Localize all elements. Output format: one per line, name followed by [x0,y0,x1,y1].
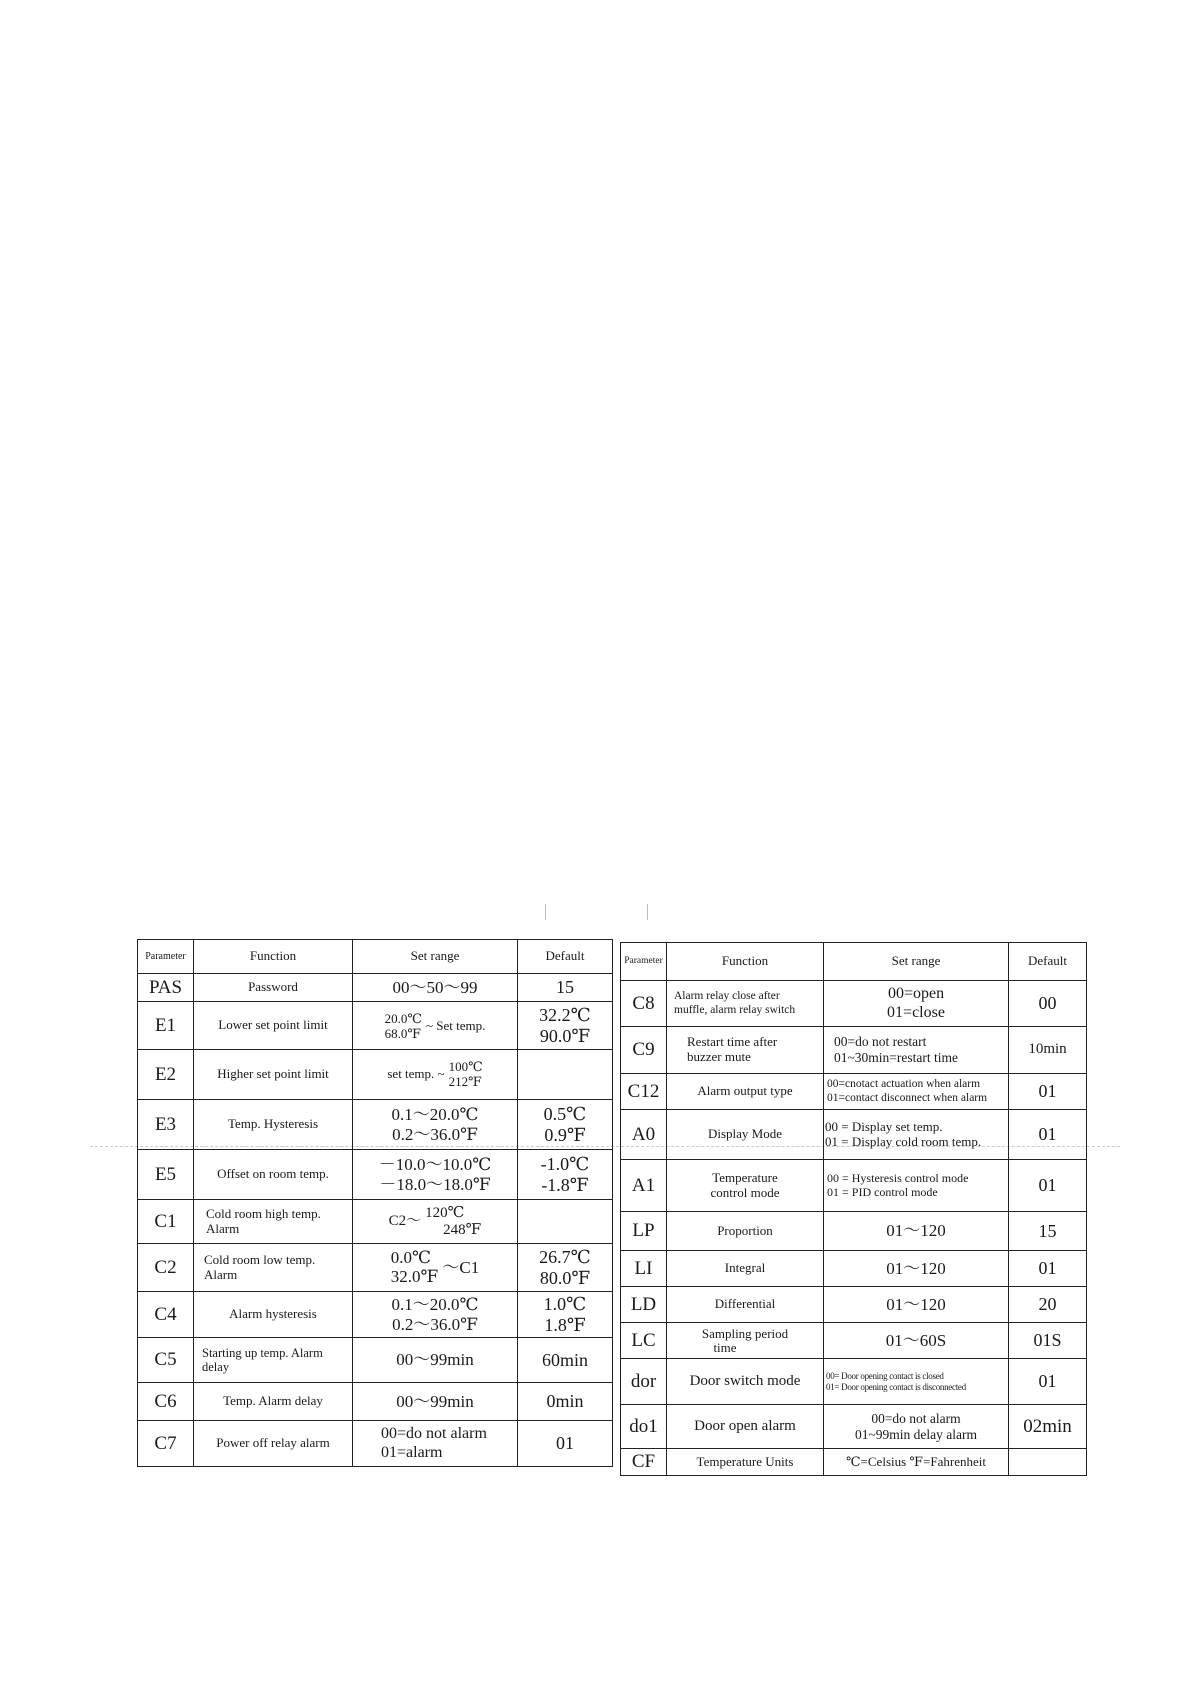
param-default [518,1244,613,1292]
table-row [621,1405,1087,1449]
param-range: 01～60S [824,1323,1009,1359]
param-default: 01S [1009,1323,1087,1359]
range-fahrenheit: 248℉ [443,1221,482,1238]
table-row [138,1338,613,1383]
range-line-2: 01~30min=restart time [834,1050,959,1065]
param-default [1009,1449,1087,1476]
param-default: 0min [518,1383,613,1421]
default-fahrenheit: 0.9℉ [544,1124,586,1145]
param-default: 00 [1009,981,1087,1027]
cut-mark-1 [545,904,546,920]
param-range: ℃=Celsius ℉=Fahrenheit [824,1449,1009,1476]
range-line-1: 00=do not alarm [381,1425,487,1443]
param-default: 60min [518,1338,613,1383]
param-code: E5 [138,1150,194,1200]
param-code: LC [621,1323,667,1359]
param-default [518,1002,613,1050]
header-set-range: Set range [353,940,518,974]
param-function [194,1338,353,1383]
default-fahrenheit: 1.8℉ [544,1314,586,1335]
param-default [518,1150,613,1200]
param-code: E1 [138,1002,194,1050]
param-range: 01～120 [824,1251,1009,1287]
range-celsius: 0.1～20.0℃ [391,1294,479,1314]
param-function [667,1027,824,1074]
function-line-1: Starting up temp. Alarm [202,1345,323,1360]
table-row [138,1002,613,1050]
param-default: 01 [1009,1251,1087,1287]
param-default: 15 [518,974,613,1002]
param-code: LD [621,1287,667,1323]
range-fahrenheit: 0.2～36.0℉ [392,1124,478,1144]
param-code: CF [621,1449,667,1476]
range-prefix: C2～ [388,1212,422,1229]
param-range [353,1150,518,1200]
range-fahrenheit: 212℉ [448,1073,482,1089]
param-code: A1 [621,1160,667,1212]
param-range: 01～120 [824,1212,1009,1251]
table-row [621,1110,1087,1160]
header-default: Default [1009,943,1087,981]
param-default-empty [518,1200,613,1244]
param-range [824,1110,1009,1160]
param-range: 00～99min [353,1338,518,1383]
param-function: Alarm hysteresis [194,1292,353,1338]
param-range [824,1359,1009,1405]
param-function: Higher set point limit [194,1050,353,1100]
range-prefix: set temp. ~ [387,1066,445,1082]
function-line-1: Sampling period [701,1325,789,1341]
table-row [621,1359,1087,1405]
table-row [621,1323,1087,1359]
range-line-2: 01~99min delay alarm [854,1426,978,1442]
param-range [353,1244,518,1292]
header-parameter: Parameter [138,940,194,974]
table-row [621,1212,1087,1251]
param-default: 01 [1009,1359,1087,1405]
param-function: Display Mode [667,1110,824,1160]
param-function: Alarm output type [667,1074,824,1110]
param-function: Temp. Hysteresis [194,1100,353,1150]
table-row [138,1292,613,1338]
function-line-1: Cold room high temp. [206,1205,321,1221]
param-default: 01 [1009,1110,1087,1160]
parameter-table-left [137,939,613,1467]
range-celsius: 0.0℃ [390,1247,432,1267]
range-line-1: 00=do not restart [834,1034,927,1050]
range-line-2: 01 = PID control mode [827,1184,938,1199]
param-function: Lower set point limit [194,1002,353,1050]
range-celsius: 100℃ [448,1058,483,1074]
param-code: A0 [621,1110,667,1160]
table-row [138,1200,613,1244]
function-line-1: Cold room low temp. [204,1251,316,1267]
param-function: Proportion [667,1212,824,1251]
param-code: C6 [138,1383,194,1421]
range-suffix: ～C1 [442,1257,480,1277]
default-fahrenheit: 80.0℉ [539,1267,591,1288]
param-function [667,981,824,1027]
range-fahrenheit: 0.2～36.0℉ [392,1314,478,1334]
range-celsius: 0.1～20.0℃ [391,1104,479,1124]
function-line-2: Alarm [204,1266,238,1282]
param-function: Differential [667,1287,824,1323]
function-line-2: delay [202,1360,230,1374]
parameter-table-right [620,942,1087,1476]
param-default: 20 [1009,1287,1087,1323]
table-header-row [621,943,1087,981]
param-code: do1 [621,1405,667,1449]
function-line-1: Restart time after [687,1034,778,1050]
table-row [621,1449,1087,1476]
param-default: 10min [1009,1027,1087,1074]
range-line-2: 01=alarm [381,1443,443,1461]
function-line-1: Alarm relay close after [674,990,780,1003]
param-range [353,1002,518,1050]
param-range [824,1405,1009,1449]
default-celsius: 0.5℃ [543,1103,587,1124]
table-row [138,1150,613,1200]
param-function [667,1160,824,1212]
function-line-2: time [713,1339,737,1355]
table-row [621,1287,1087,1323]
param-default: 02min [1009,1405,1087,1449]
param-default: 01 [1009,1074,1087,1110]
range-line-1: 00= Door opening contact is closed [826,1371,944,1382]
table-header-row [138,940,613,974]
param-function [194,1244,353,1292]
param-range [824,1027,1009,1074]
range-line-2: 01= Door opening contact is disconnected [826,1381,966,1392]
param-range [353,1100,518,1150]
param-code: C2 [138,1244,194,1292]
header-set-range: Set range [824,943,1009,981]
param-code: C1 [138,1200,194,1244]
range-line-2: 01 = Display cold room temp. [825,1133,982,1149]
range-line-2: 01=close [887,1003,945,1021]
range-line-1: 00=do not alarm [871,1410,961,1426]
param-range [824,981,1009,1027]
param-code: C5 [138,1338,194,1383]
table-row [621,1027,1087,1074]
range-line-1: 00=open [887,985,945,1003]
param-code: E3 [138,1100,194,1150]
function-line-2: Alarm [206,1220,240,1236]
range-fahrenheit: 68.0℉ [384,1025,422,1041]
function-line-2: control mode [710,1184,780,1200]
table-row [621,1160,1087,1212]
range-line-2: 01=contact disconnect when alarm [827,1091,988,1104]
range-line-1: 00 = Hysteresis control mode [827,1170,969,1185]
param-default [518,1100,613,1150]
default-celsius: -1.0℃ [540,1153,590,1174]
table-row [138,1383,613,1421]
param-range [824,1160,1009,1212]
table-row [138,974,613,1002]
function-line-2: muffle, alarm relay switch [674,1003,796,1016]
param-function: Door open alarm [667,1405,824,1449]
table-row [138,1244,613,1292]
header-default: Default [518,940,613,974]
param-function: Power off relay alarm [194,1421,353,1467]
param-code: dor [621,1359,667,1405]
param-default: 01 [518,1421,613,1467]
param-code: LP [621,1212,667,1251]
header-parameter: Parameter [621,943,667,981]
param-range: 01～120 [824,1287,1009,1323]
range-celsius: 20.0℃ [384,1010,422,1026]
range-celsius: －10.0～10.0℃ [378,1154,492,1174]
param-function: Door switch mode [667,1359,824,1405]
function-line-2: buzzer mute [687,1049,751,1064]
param-code: C8 [621,981,667,1027]
param-code: C9 [621,1027,667,1074]
table-row [621,1074,1087,1110]
param-function: Temperature Units [667,1449,824,1476]
param-range [353,1050,518,1100]
header-function: Function [194,940,353,974]
param-function: Temp. Alarm delay [194,1383,353,1421]
param-function [667,1323,824,1359]
param-range: 00～50～99 [353,974,518,1002]
range-line-1: 00 = Display set temp. [825,1118,943,1134]
param-range [353,1292,518,1338]
param-code: C7 [138,1421,194,1467]
param-default: 01 [1009,1160,1087,1212]
table-row [138,1100,613,1150]
cut-mark-2 [647,904,648,920]
table-row [138,1421,613,1467]
function-line-1: Temperature [712,1169,778,1185]
header-function: Function [667,943,824,981]
param-default [518,1292,613,1338]
default-fahrenheit: -1.8℉ [541,1174,589,1195]
default-celsius: 1.0℃ [543,1293,587,1314]
param-range [353,1200,518,1244]
param-function: Password [194,974,353,1002]
param-function [194,1200,353,1244]
param-function: Offset on room temp. [194,1150,353,1200]
param-range: 00～99min [353,1383,518,1421]
param-range [353,1421,518,1467]
param-range [824,1074,1009,1110]
param-code: LI [621,1251,667,1287]
param-code: E2 [138,1050,194,1100]
param-default-empty [518,1050,613,1100]
default-fahrenheit: 90.0℉ [539,1025,591,1046]
table-row [621,981,1087,1027]
param-function: Integral [667,1251,824,1287]
param-code: C4 [138,1292,194,1338]
range-fahrenheit: －18.0～18.0℉ [379,1174,491,1194]
param-code: PAS [138,974,194,1002]
range-suffix: ~ Set temp. [425,1018,486,1034]
default-celsius: 26.7℃ [539,1246,591,1267]
default-celsius: 32.2℃ [539,1004,591,1025]
range-line-1: 00=cnotact actuation when alarm [827,1078,981,1091]
param-default: 15 [1009,1212,1087,1251]
param-code: C12 [621,1074,667,1110]
table-row [621,1251,1087,1287]
range-celsius: 120℃ [425,1205,465,1221]
range-fahrenheit: 32.0℉ [390,1266,439,1286]
table-row [138,1050,613,1100]
